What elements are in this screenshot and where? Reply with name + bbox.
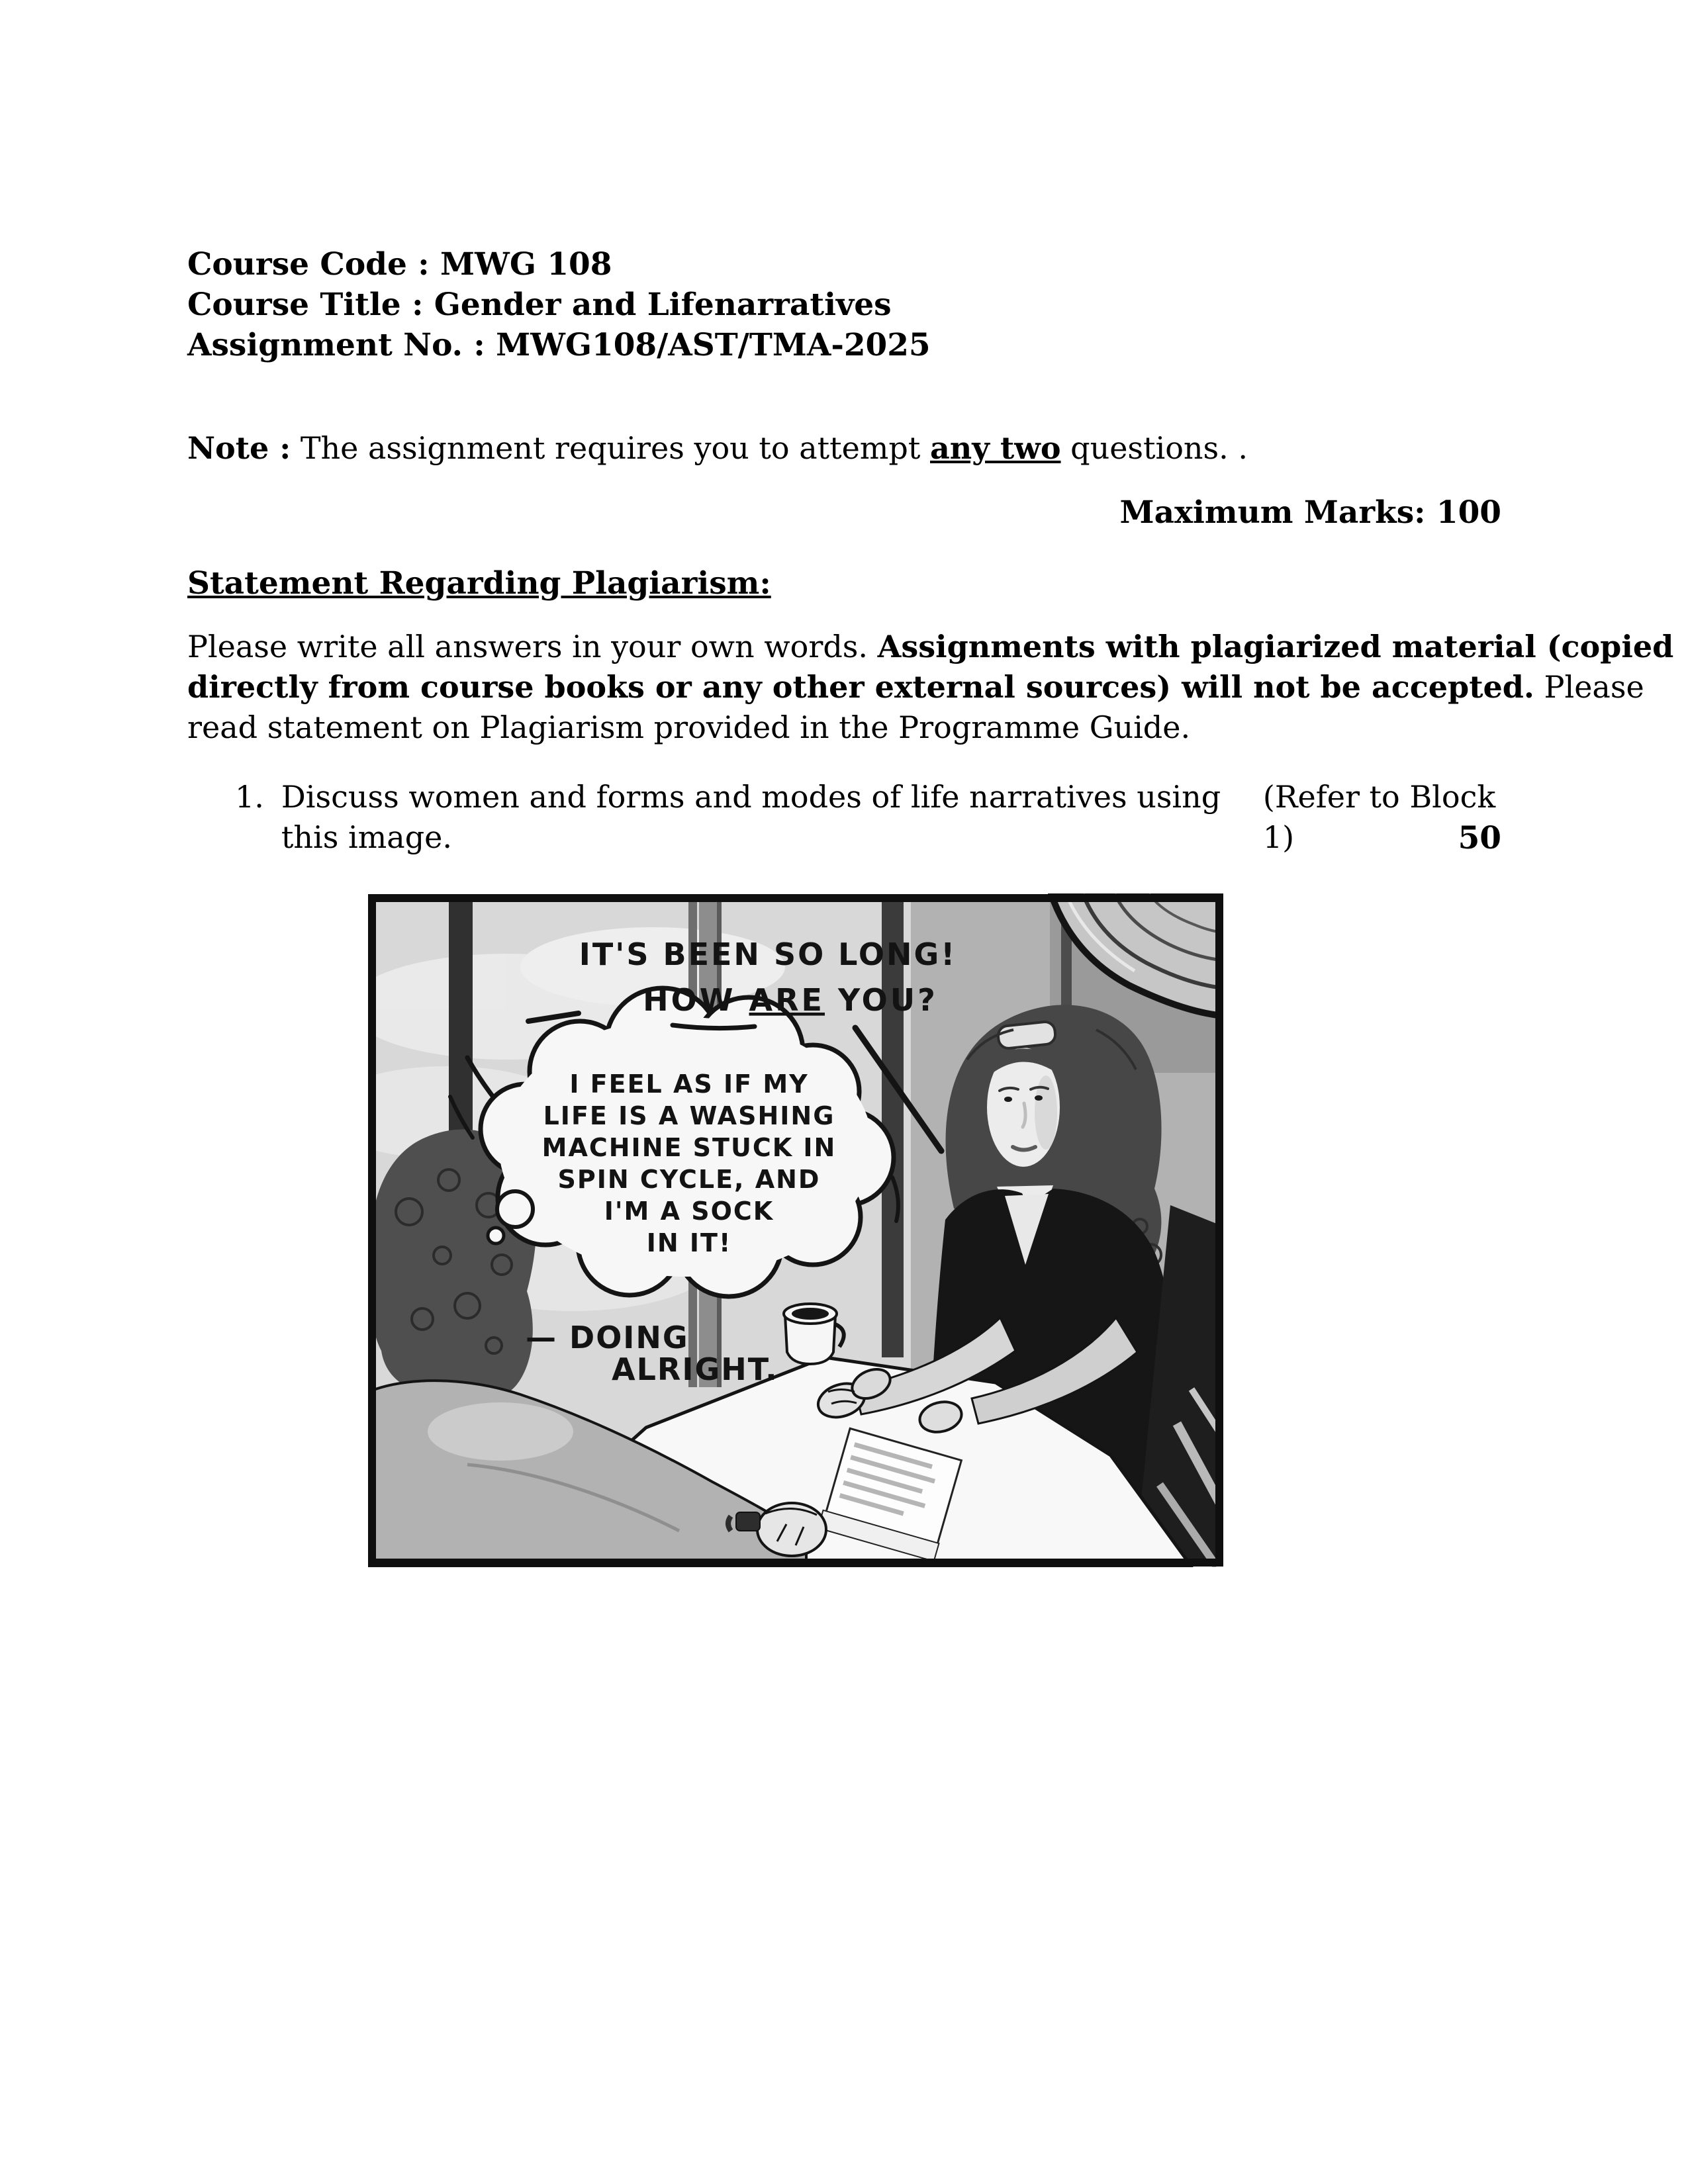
greeting-post: YOU? — [824, 982, 938, 1018]
sunglasses-on-head — [997, 1021, 1056, 1050]
thought-line: SPIN CYCLE, AND — [557, 1165, 821, 1194]
paragraph-text: read statement on Plagiarism provided in the Programme Guide. — [187, 709, 1191, 745]
maximum-marks: Maximum Marks: 100 — [1119, 494, 1501, 531]
plagiarism-paragraph — [187, 627, 1673, 748]
note-line — [187, 428, 1248, 469]
note-text-post: questions. . — [1060, 430, 1248, 466]
comic-illustration — [368, 893, 1223, 1567]
question-item — [187, 777, 1503, 858]
paragraph-line — [187, 627, 1673, 667]
thought-line: I'M A SOCK — [604, 1197, 774, 1226]
course-code-line: Course Code : MWG 108 — [187, 246, 612, 283]
note-label: Note : — [187, 430, 291, 466]
reply-line2: ALRIGHT. — [612, 1351, 778, 1387]
paragraph-line — [187, 667, 1673, 707]
thought-line: MACHINE STUCK IN — [541, 1133, 837, 1162]
thought-bubble-tail — [497, 1191, 533, 1227]
thought-bubble-tail-small — [488, 1228, 504, 1244]
paragraph-bold-text: Assignments with plagiarized material (copied — [877, 629, 1674, 664]
question-number: 1. — [235, 779, 264, 815]
paragraph-text: Please write all answers in your own words. — [187, 629, 878, 664]
paragraph-bold-text: directly from course books or any other external sources) will not be accepted. — [187, 669, 1534, 705]
greeting-pre: HOW — [643, 982, 749, 1018]
thought-line: LIFE IS A WASHING — [543, 1101, 835, 1130]
comic-figure — [368, 893, 1223, 1567]
paragraph-text: Please — [1534, 669, 1644, 705]
greeting-are-underlined: ARE — [749, 982, 825, 1018]
question-marks: 50 — [1458, 820, 1501, 856]
plagiarism-heading: Statement Regarding Plagiarism: — [187, 565, 771, 602]
woman-left-hand — [757, 1503, 826, 1556]
question-reference: (Refer to Block 1) — [1262, 779, 1496, 855]
thought-line: I FEEL AS IF MY — [569, 1069, 809, 1099]
note-emphasis: any two — [929, 430, 1061, 466]
wristwatch — [736, 1512, 760, 1531]
thought-line: IN IT! — [646, 1228, 732, 1257]
paragraph-line — [187, 707, 1673, 748]
speech-greeting-line1: IT'S BEEN SO LONG! — [579, 936, 957, 972]
speech-greeting-line2 — [643, 982, 938, 1018]
assignment-number-line: Assignment No. : MWG108/AST/TMA-2025 — [187, 327, 931, 363]
reply-line1: — DOING — [526, 1320, 689, 1355]
question-text: Discuss women and forms and modes of life narratives using this image. — [281, 779, 1221, 855]
cardigan-highlight — [428, 1402, 573, 1461]
course-header — [187, 244, 931, 365]
course-title-line: Course Title : Gender and Lifenarratives — [187, 287, 892, 323]
note-text-pre: The assignment requires you to attempt — [291, 430, 930, 466]
watch-strap — [728, 1516, 731, 1531]
